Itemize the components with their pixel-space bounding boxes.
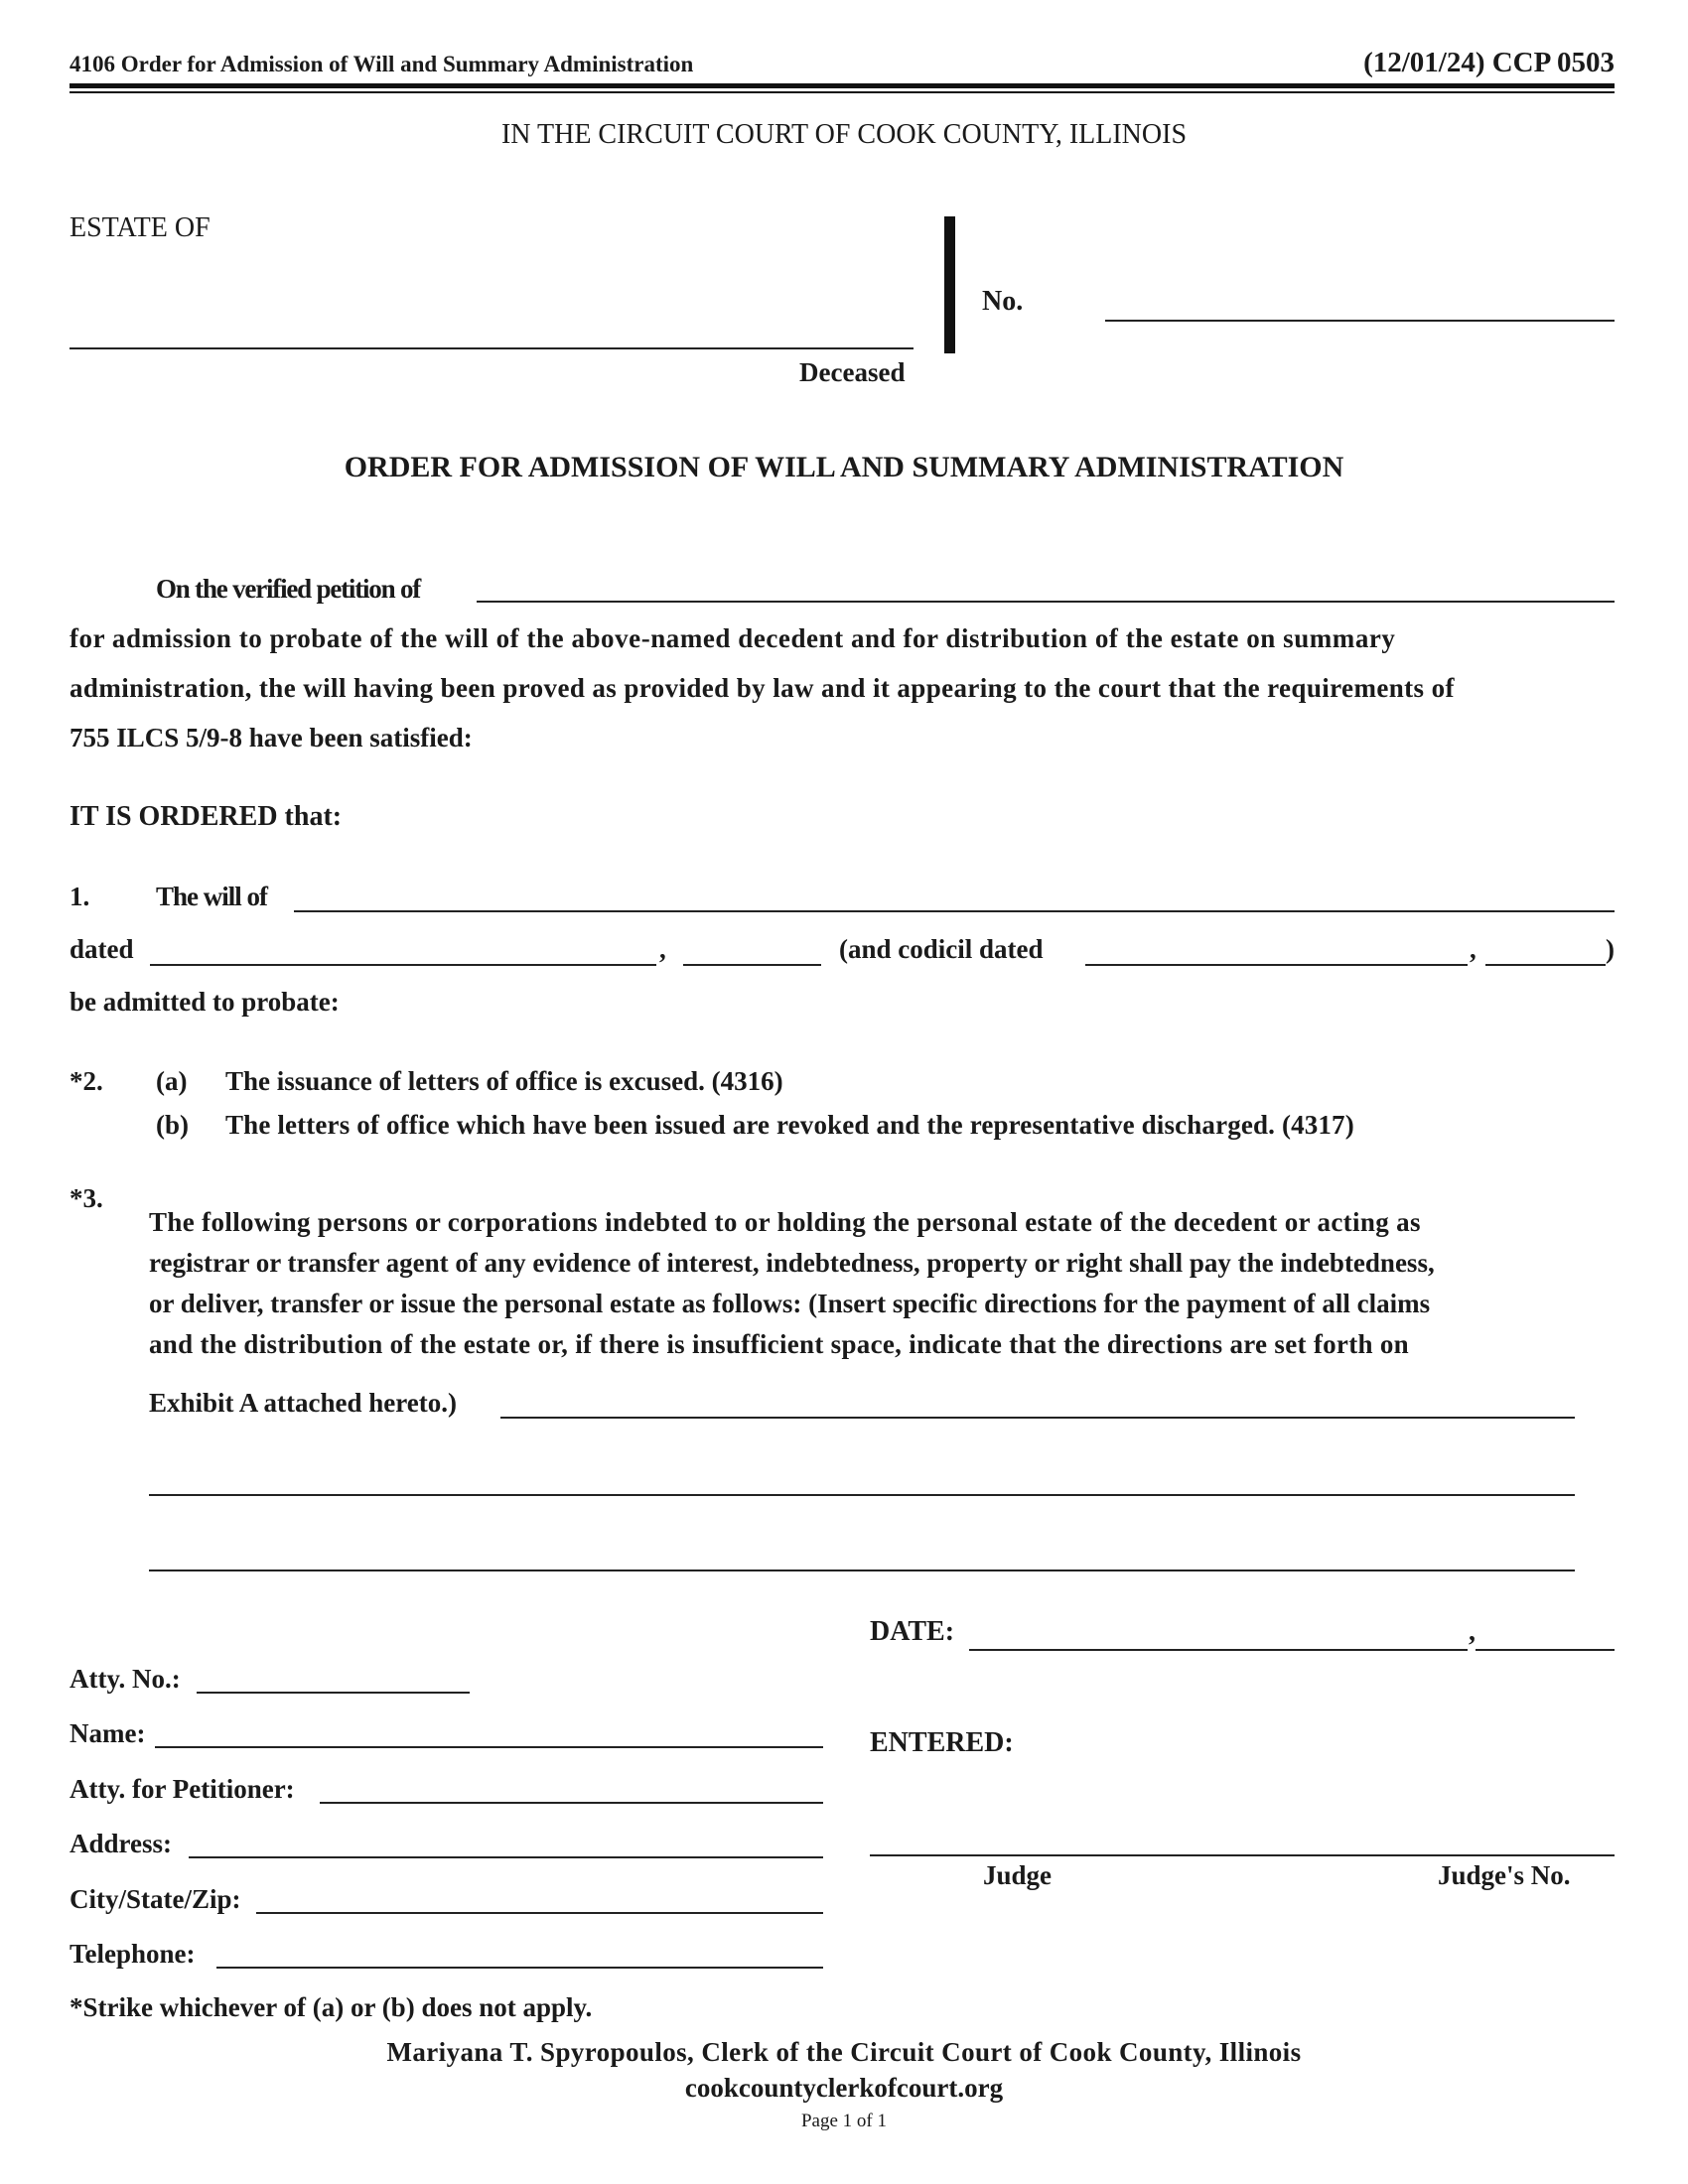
estate-label: ESTATE OF bbox=[70, 212, 211, 243]
item2-a-text: The issuance of letters of office is excused. (4316) bbox=[225, 1066, 783, 1096]
codicil-close-paren: ) bbox=[1606, 934, 1615, 964]
deceased-label: Deceased bbox=[799, 357, 906, 387]
judge-no-label: Judge's No. bbox=[1438, 1860, 1571, 1890]
exhibit-label: Exhibit A attached hereto.) bbox=[149, 1388, 457, 1418]
testator-name-field[interactable] bbox=[294, 910, 1615, 912]
recital-line-4: 755 ILCS 5/9-8 have been satisfied: bbox=[70, 723, 473, 752]
decedent-name-field[interactable] bbox=[70, 347, 914, 349]
form-title: 4106 Order for Admission of Will and Summary Administration bbox=[70, 52, 694, 76]
atty-no-field[interactable] bbox=[197, 1692, 470, 1694]
footer-clerk: Mariyana T. Spyropoulos, Clerk of the Circuit Court of Cook County, Illinois bbox=[386, 2037, 1302, 2067]
codicil-year-field[interactable] bbox=[1485, 964, 1606, 966]
item3-line-3: or deliver, transfer or issue the personal estate as follows: (Insert specific directions for the payment of all claims bbox=[149, 1289, 1431, 1318]
name-label: Name: bbox=[70, 1718, 146, 1748]
petitioner-field[interactable] bbox=[477, 601, 1615, 603]
recital-lead: On the verified petition of bbox=[156, 574, 421, 604]
directions-field-1[interactable] bbox=[500, 1417, 1575, 1419]
footer-website[interactable]: cookcountyclerkofcourt.org bbox=[684, 2073, 1004, 2103]
header-rule-thin bbox=[70, 91, 1615, 93]
atty-name-field[interactable] bbox=[155, 1746, 823, 1748]
will-of-label: The will of bbox=[156, 882, 268, 911]
recital-line-3: administration, the will having been proved as provided by law and it appearing to the court that the requirements of bbox=[70, 673, 1455, 703]
will-date-comma: , bbox=[659, 934, 666, 964]
atty-for-field[interactable] bbox=[320, 1802, 823, 1804]
item1-number: 1. bbox=[70, 882, 90, 911]
case-number-field[interactable] bbox=[1105, 320, 1615, 322]
case-no-label: No. bbox=[982, 286, 1024, 317]
address-field[interactable] bbox=[189, 1856, 823, 1858]
atty-no-label: Atty. No.: bbox=[70, 1664, 181, 1694]
city-field[interactable] bbox=[256, 1912, 823, 1914]
court-title: IN THE CIRCUIT COURT OF COOK COUNTY, ILLINOIS bbox=[500, 119, 1188, 150]
city-label: City/State/Zip: bbox=[70, 1884, 241, 1914]
item2-b-marker: (b) bbox=[156, 1110, 189, 1140]
entered-label: ENTERED: bbox=[870, 1727, 1014, 1758]
item3-line-1: The following persons or corporations indebted to or holding the personal estate of the decedent or acting as bbox=[149, 1207, 1421, 1237]
date-label: DATE: bbox=[870, 1616, 955, 1647]
judge-signature-field[interactable] bbox=[870, 1854, 1615, 1856]
codicil-label: (and codicil dated bbox=[839, 934, 1044, 964]
item3-number: *3. bbox=[70, 1183, 103, 1213]
recital-line-2: for admission to probate of the will of the above-named decedent and for distribution of the estate on summary bbox=[70, 623, 1396, 653]
caption-divider bbox=[944, 216, 955, 353]
directions-field-3[interactable] bbox=[149, 1570, 1575, 1571]
judge-label: Judge bbox=[983, 1860, 1053, 1890]
order-date-comma: , bbox=[1469, 1616, 1476, 1647]
strike-note: *Strike whichever of (a) or (b) does not apply. bbox=[70, 1992, 593, 2022]
codicil-date-comma: , bbox=[1470, 934, 1477, 964]
admitted-label: be admitted to probate: bbox=[70, 987, 340, 1017]
ordered-heading: IT IS ORDERED that: bbox=[70, 801, 343, 832]
form-code: (12/01/24) CCP 0503 bbox=[1363, 47, 1615, 78]
item2-number: *2. bbox=[70, 1066, 103, 1096]
item2-a-marker: (a) bbox=[156, 1066, 188, 1096]
order-title: ORDER FOR ADMISSION OF WILL AND SUMMARY ADMINISTRATION bbox=[344, 451, 1344, 483]
order-year-field[interactable] bbox=[1476, 1649, 1615, 1651]
item3-line-4: and the distribution of the estate or, if there is insufficient space, indicate that the directions are set forth on bbox=[149, 1329, 1409, 1359]
address-label: Address: bbox=[70, 1829, 173, 1858]
will-date-field[interactable] bbox=[150, 964, 656, 966]
dated-label: dated bbox=[70, 934, 134, 964]
order-date-field[interactable] bbox=[969, 1649, 1468, 1651]
footer-page-number: Page 1 of 1 bbox=[800, 2111, 887, 2131]
telephone-label: Telephone: bbox=[70, 1939, 196, 1969]
directions-field-2[interactable] bbox=[149, 1494, 1575, 1496]
atty-for-label: Atty. for Petitioner: bbox=[70, 1774, 295, 1804]
item2-b-text: The letters of office which have been issued are revoked and the representative discharged. (4317) bbox=[225, 1110, 1354, 1140]
codicil-date-field[interactable] bbox=[1085, 964, 1468, 966]
header-rule-thick bbox=[70, 83, 1615, 88]
item3-line-2: registrar or transfer agent of any evidence of interest, indebtedness, property or right shall pay the indebtedness, bbox=[149, 1248, 1435, 1278]
will-year-field[interactable] bbox=[683, 964, 821, 966]
telephone-field[interactable] bbox=[216, 1967, 823, 1969]
